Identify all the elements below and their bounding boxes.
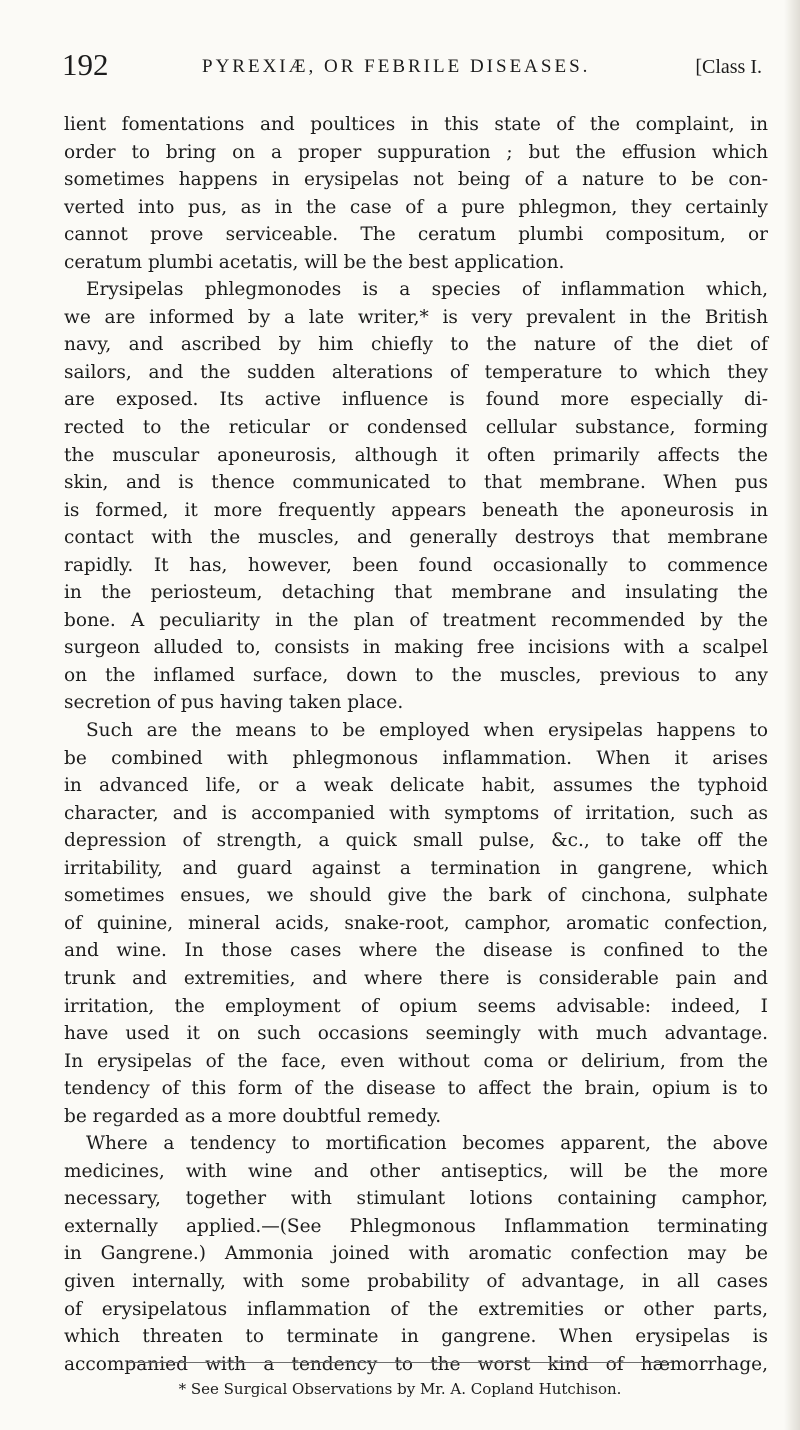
text-line: sometimes ensues, we should give the bark of cinchona, sulphate [64, 885, 768, 907]
text-line: order to bring on a proper suppuration ; but the effusion which [64, 141, 768, 163]
text-line: in Gangrene.) Ammonia joined with aromatic confection may be [64, 1243, 768, 1265]
text-line: Erysipelas phlegmonodes is a species of inflammation which, [86, 279, 768, 301]
body-text [64, 111, 768, 1378]
text-line: be regarded as a more doubtful remedy. [64, 1105, 442, 1127]
text-line: we are informed by a late writer,* is very prevalent in the British [64, 306, 768, 328]
text-line: irritation, the employment of opium seems advisable: indeed, I [64, 995, 768, 1017]
text-line: secretion of pus having taken place. [64, 692, 404, 714]
text-line: rected to the reticular or condensed cellular substance, forming [64, 417, 768, 439]
text-line: is formed, it more frequently appears beneath the aponeurosis in [64, 499, 768, 521]
text-line: skin, and is thence communicated to that membrane. When pus [64, 472, 768, 494]
text-line: In erysipelas of the face, even without coma or delirium, from the [64, 1050, 768, 1072]
text-line: in the periosteum, detaching that membrane and insulating the [64, 582, 768, 604]
text-line: contact with the muscles, and generally destroys that membrane [64, 527, 768, 549]
text-line: lient fomentations and poultices in this state of the complaint, in [64, 114, 768, 135]
text-line: be combined with phlegmonous inflammation. When it arises [64, 747, 768, 769]
text-line: cannot prove serviceable. The ceratum plumbi compositum, or [64, 224, 768, 246]
page-edge-shadow [784, 0, 800, 1430]
text-line: tendency of this form of the disease to affect the brain, opium is to [64, 1078, 768, 1100]
text-line: accompanied with a tendency to the worst kind of hæmorrhage, [64, 1353, 768, 1375]
text-line: in advanced life, or a weak delicate habit, assumes the typhoid [64, 775, 768, 797]
text-line: ceratum plumbi acetatis, will be the best application. [64, 251, 565, 273]
footnote: * See Surgical Observations by Mr. A. Copland Hutchison. [178, 1380, 622, 1398]
text-line: medicines, with wine and other antiseptics, will be the more [64, 1160, 768, 1182]
text-line: which threaten to terminate in gangrene. When erysipelas is [64, 1326, 768, 1348]
text-line: surgeon alluded to, consists in making free incisions with a scalpel [64, 637, 768, 659]
text-line: externally applied.—(See Phlegmonous Inflammation terminating [64, 1215, 768, 1237]
text-line: navy, and ascribed by him chiefly to the nature of the diet of [64, 334, 768, 356]
text-line: Where a tendency to mortification becomes apparent, the above [86, 1133, 768, 1155]
class-label: [Class I. [695, 56, 762, 78]
text-line: of erysipelatous inflammation of the extremities or other parts, [64, 1298, 768, 1320]
text-line: rapidly. It has, however, been found occasionally to commence [64, 554, 768, 576]
text-line: are exposed. Its active influence is found more especially di- [64, 389, 768, 411]
text-line: irritability, and guard against a termination in gangrene, which [64, 857, 768, 879]
page-number: 192 [62, 47, 109, 82]
text-line: necessary, together with stimulant lotions containing camphor, [64, 1188, 768, 1210]
text-line: trunk and extremities, and where there is considerable pain and [64, 967, 768, 989]
running-title: PYREXIÆ, OR FEBRILE DISEASES. [202, 56, 591, 77]
text-line: bone. A peculiarity in the plan of treatment recommended by the [64, 609, 768, 631]
page-header [62, 48, 772, 88]
text-line: character, and is accompanied with symptoms of irritation, such as [64, 802, 768, 824]
text-line: and wine. In those cases where the disease is confined to the [64, 940, 768, 962]
text-line: sometimes happens in erysipelas not being of a nature to be con- [64, 169, 768, 191]
text-line: the muscular aponeurosis, although it often primarily affects the [64, 444, 768, 466]
text-line: sailors, and the sudden alterations of temperature to which they [64, 361, 768, 383]
text-line: depression of strength, a quick small pulse, &c., to take off the [64, 830, 768, 852]
text-line: given internally, with some probability of advantage, in all cases [64, 1270, 768, 1292]
text-line: have used it on such occasions seemingly with much advantage. [64, 1023, 768, 1045]
footnote-rule [128, 1362, 672, 1363]
text-line: verted into pus, as in the case of a pure phlegmon, they certainly [64, 196, 768, 218]
text-line: of quinine, mineral acids, snake-root, camphor, aromatic confection, [64, 912, 768, 934]
text-line: Such are the means to be employed when erysipelas happens to [86, 720, 768, 742]
text-line: on the inflamed surface, down to the muscles, previous to any [64, 664, 768, 686]
